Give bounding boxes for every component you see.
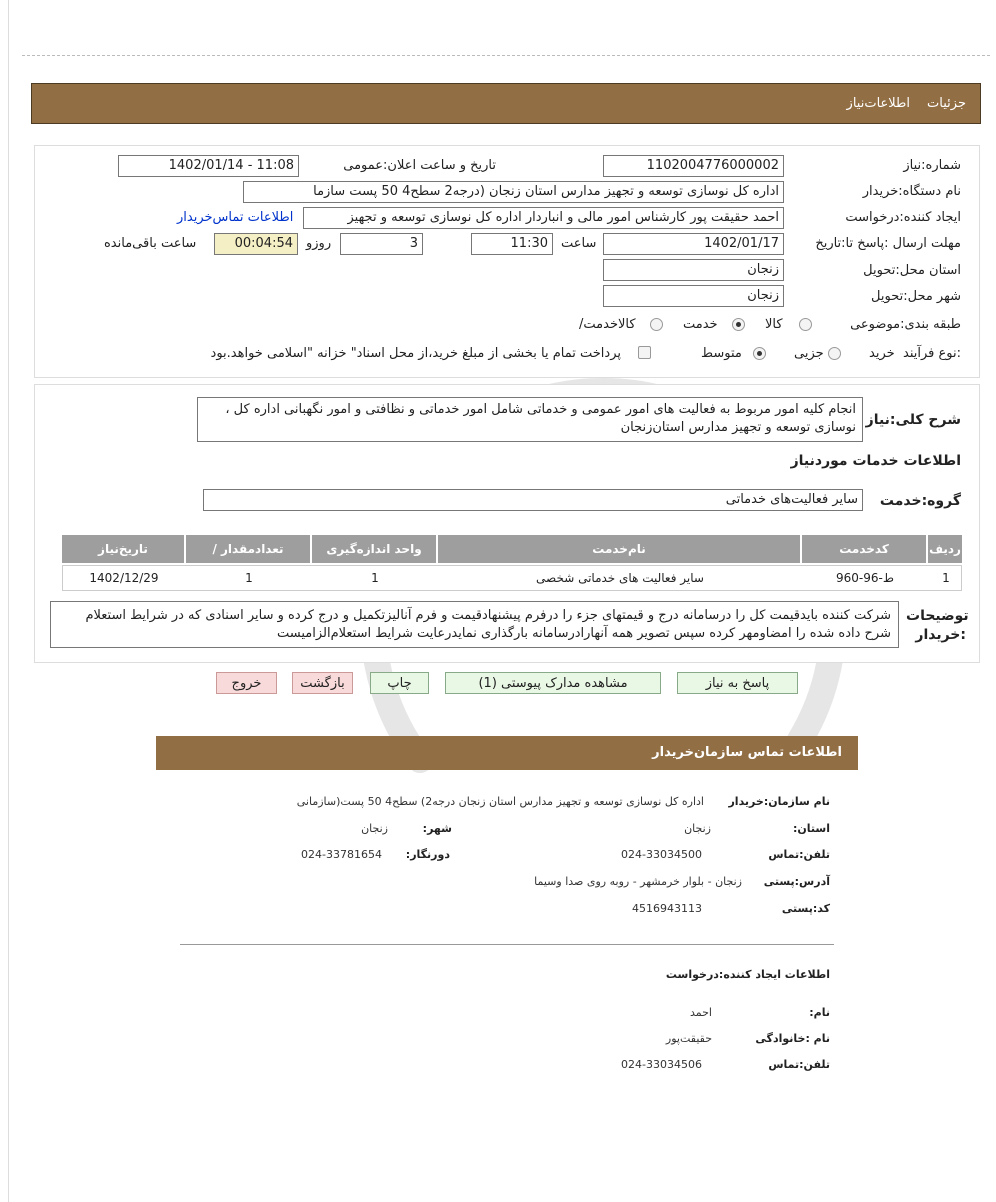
table-header-row-no: ردیف [928, 535, 962, 563]
category-service-label: خدمت [683, 317, 718, 332]
contact-fax-label: :دورنگار [405, 848, 450, 861]
category-goods-service-label: /کالاخدمت [579, 317, 636, 332]
contact-city-value: زنجان [361, 822, 388, 835]
category-goods-service-radio[interactable] [650, 318, 663, 331]
deadline-time-field: 11:30 [471, 233, 553, 255]
buyer-contact-title: اطلاعات تماس سازمان‌خریدار [652, 745, 842, 760]
table-header-quantity: / تعدادمقدار [186, 535, 310, 563]
back-button[interactable]: بازگشت [292, 672, 353, 694]
exit-button[interactable]: خروج [216, 672, 277, 694]
time-remaining-label: ساعت باقی‌مانده [104, 236, 197, 251]
contact-province-value: زنجان [684, 822, 711, 835]
table-header-need-date: تاریخ‌نیاز [62, 535, 184, 563]
need-number-field: 1102004776000002 [603, 155, 784, 177]
table-row [62, 565, 962, 591]
contact-phone-value: 024-33034500 [621, 848, 702, 861]
process-buy-label: خرید [869, 346, 895, 361]
buyer-notes-label: توضیحات :خریدار [906, 608, 969, 643]
deadline-label: مهلت ارسال :پاسخ تا:تاریخ [815, 236, 961, 251]
need-info-section [34, 145, 980, 378]
reply-button[interactable]: پاسخ به نیاز [677, 672, 798, 694]
category-service-radio[interactable] [732, 318, 745, 331]
contact-divider [180, 944, 834, 945]
creator-family-value: حقیقت‌پور [665, 1032, 712, 1045]
service-group-field: سایر فعالیت‌های خدماتی [203, 489, 863, 511]
time-remaining-field: 00:04:54 [214, 233, 298, 255]
category-label: طبقه بندی:موضوعی [850, 317, 961, 332]
buyer-org-field: اداره کل نوسازی توسعه و تجهیز مدارس استان زنجان (درجه2 سطح4 50 پست سازما [243, 181, 784, 203]
contact-city-label: :شهر [422, 822, 452, 835]
delivery-city-field: زنجان [603, 285, 784, 307]
deadline-date-field: 1402/01/17 [603, 233, 784, 255]
process-minor-label: جزیی [794, 346, 824, 361]
contact-phone-label: تلفن:تماس [768, 848, 830, 861]
table-header-service-name: نام‌خدمت [438, 535, 800, 563]
service-group-label: گروه:خدمت [879, 493, 961, 509]
creator-phone-value: 024-33034506 [621, 1058, 702, 1071]
treasury-payment-label: پرداخت تمام یا بخشی از مبلغ خرید،از محل اسناد" خزانه "اسلامی خواهد.بود [210, 346, 621, 361]
left-border-line [8, 0, 9, 1202]
cell-quantity: 1 [245, 571, 253, 585]
dashed-divider [22, 55, 990, 56]
creator-info-title: اطلاعات ایجاد کننده:درخواست [665, 968, 830, 981]
buyer-notes-text: شرکت کننده بایدقیمت کل را درسامانه درج و قیمتهای جزء را درفرم پیشنهادقیمت و فرم آنالیزتکمیل و درج کرده و سایر اسنادی که در شرایط استعلام شرح داده شده را امضاومهر کرده سپس تصویر همه آنهارادرسامانه بارگذاری نمایدرعایت شرایط استعلام‌الزامیست [50, 601, 899, 648]
buyer-contact-link[interactable]: اطلاعات تماس‌خریدار [177, 210, 294, 225]
tab-details[interactable]: جزئیات [927, 96, 966, 111]
announce-date-label: تاریخ و ساعت اعلان:عمومی [343, 158, 496, 173]
cell-service-code: ط-96-960 [836, 571, 894, 585]
postal-address-value: زنجان - بلوار خرمشهر - روبه روی صدا وسیما [534, 875, 742, 888]
view-attachments-button[interactable]: مشاهده مدارک پیوستی (1) [445, 672, 661, 694]
delivery-city-label: شهر محل:تحویل [871, 289, 961, 304]
creator-phone-label: تلفن:تماس [768, 1058, 830, 1071]
creator-name-value: احمد [690, 1006, 712, 1019]
postal-address-label: آدرس:پستی [763, 875, 830, 888]
cell-row-no: 1 [942, 571, 950, 585]
category-goods-label: کالا [765, 317, 783, 332]
process-minor-radio[interactable] [828, 347, 841, 360]
required-services-title: اطلاعات خدمات موردنیاز [790, 453, 961, 469]
category-goods-radio[interactable] [799, 318, 812, 331]
days-remaining-field: 3 [340, 233, 423, 255]
cell-service-name: سایر فعالیت های خدماتی شخصی [536, 571, 704, 585]
org-name-value: اداره کل نوسازی توسعه و تجهیز مدارس استان زنجان درجه2) سطح4 50 پست(سازمانی [296, 795, 704, 808]
process-type-label: نوع فرآیند: [903, 346, 961, 361]
print-button[interactable]: چاپ [370, 672, 429, 694]
description-label: شرح کلی:نیاز [865, 412, 961, 428]
creator-family-label: نام :خانوادگی [755, 1032, 830, 1045]
process-medium-radio[interactable] [753, 347, 766, 360]
announce-date-field: 1402/01/14 - 11:08 [118, 155, 299, 177]
tab-need-info[interactable]: اطلاعات‌نیاز [846, 96, 910, 111]
postal-code-value: 4516943113 [632, 902, 702, 915]
org-name-label: نام سازمان:خریدار [728, 795, 830, 808]
table-header-unit: واحد اندازه‌گیری [312, 535, 436, 563]
buyer-contact-header [156, 736, 858, 770]
contact-fax-value: 024-33781654 [301, 848, 382, 861]
table-header-service-code: کدخدمت [802, 535, 926, 563]
days-label: روزو [306, 236, 332, 251]
process-medium-label: متوسط [701, 346, 742, 361]
creator-label: ایجاد کننده:درخواست [845, 210, 961, 225]
creator-name-label: :نام [809, 1006, 830, 1019]
deadline-time-label: ساعت [561, 236, 597, 251]
treasury-payment-checkbox[interactable] [638, 346, 651, 359]
contact-province-label: :استان [792, 822, 830, 835]
need-number-label: شماره:نیاز [903, 158, 961, 173]
cell-need-date: 1402/12/29 [89, 571, 159, 585]
buyer-org-label: نام دستگاه:خریدار [862, 184, 961, 199]
delivery-province-field: زنجان [603, 259, 784, 281]
delivery-province-label: استان محل:تحویل [863, 263, 961, 278]
services-table [62, 535, 962, 592]
page-header-bar [31, 83, 981, 124]
description-text: انجام کلیه امور مربوط به فعالیت های امور عمومی و خدماتی شامل امور خدماتی و نظافتی و امور نگهبانی اداره کل ، نوسازی توسعه و تجهیز مدارس استان‌زنجان [197, 397, 863, 442]
creator-field: احمد حقیقت پور کارشناس امور مالی و انباردار اداره کل نوسازی توسعه و تجهیز [303, 207, 784, 229]
postal-code-label: کد:پستی [781, 902, 830, 915]
cell-unit: 1 [371, 571, 379, 585]
